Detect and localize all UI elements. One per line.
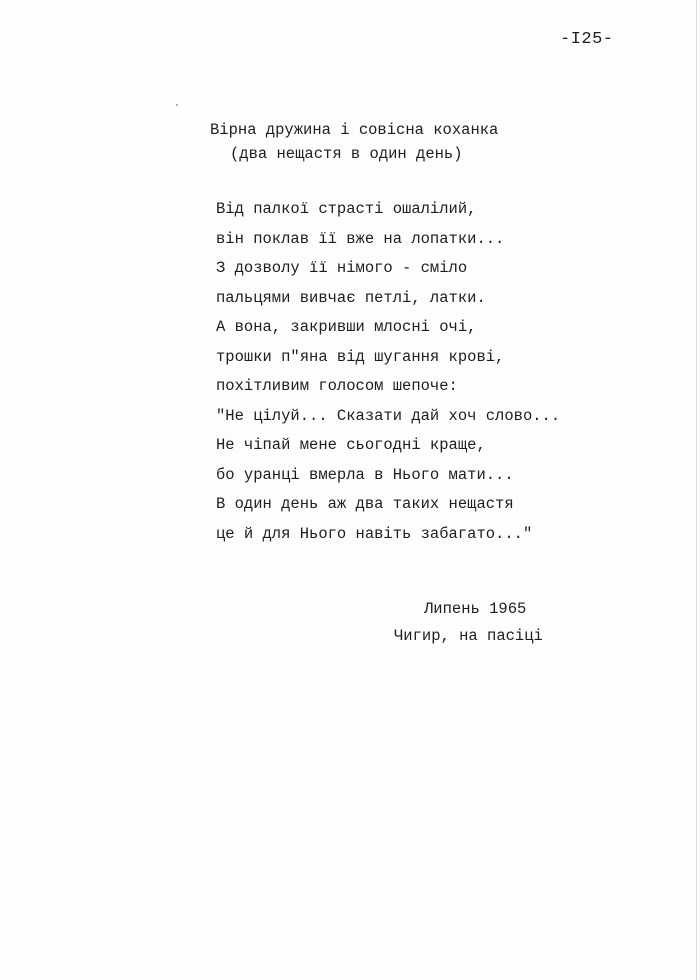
signature-date: Липень 1965 [424,600,527,618]
paper-speck [176,104,178,106]
poem-line: Від палкої страсті ошалілий, [216,200,477,218]
poem-line: він поклав її вже на лопатки... [216,229,505,248]
poem-line: пальцями вивчає петлі, латки. [216,288,486,307]
poem-line: Не чіпай мене сьогодні краще, [216,436,486,454]
poem-line: "Не цілуй... Сказати дай хоч слово... [216,406,561,425]
poem-line: бо уранці вмерла в Нього мати... [216,465,514,484]
poem-body [216,195,560,549]
page-number: -I25- [560,30,614,49]
poem-line: це й для Нього навіть забагато..." [216,524,533,543]
poem-line: З дозволу її німого - сміло [216,259,468,277]
poem-line: А вона, закривши млосні очі, [216,318,477,336]
poem-title: Вірна дружина і совісна коханка [210,121,499,139]
poem-line: похітливим голосом шепоче: [216,377,458,395]
poem-subtitle: (два нещастя в один день) [230,145,463,163]
poem-line: В один день аж два таких нещастя [216,495,514,513]
poem-line: трошки п"яна від шугання крові, [216,347,505,366]
page-edge-line [696,0,697,980]
signature-place: Чигир, на пасіці [394,627,543,645]
